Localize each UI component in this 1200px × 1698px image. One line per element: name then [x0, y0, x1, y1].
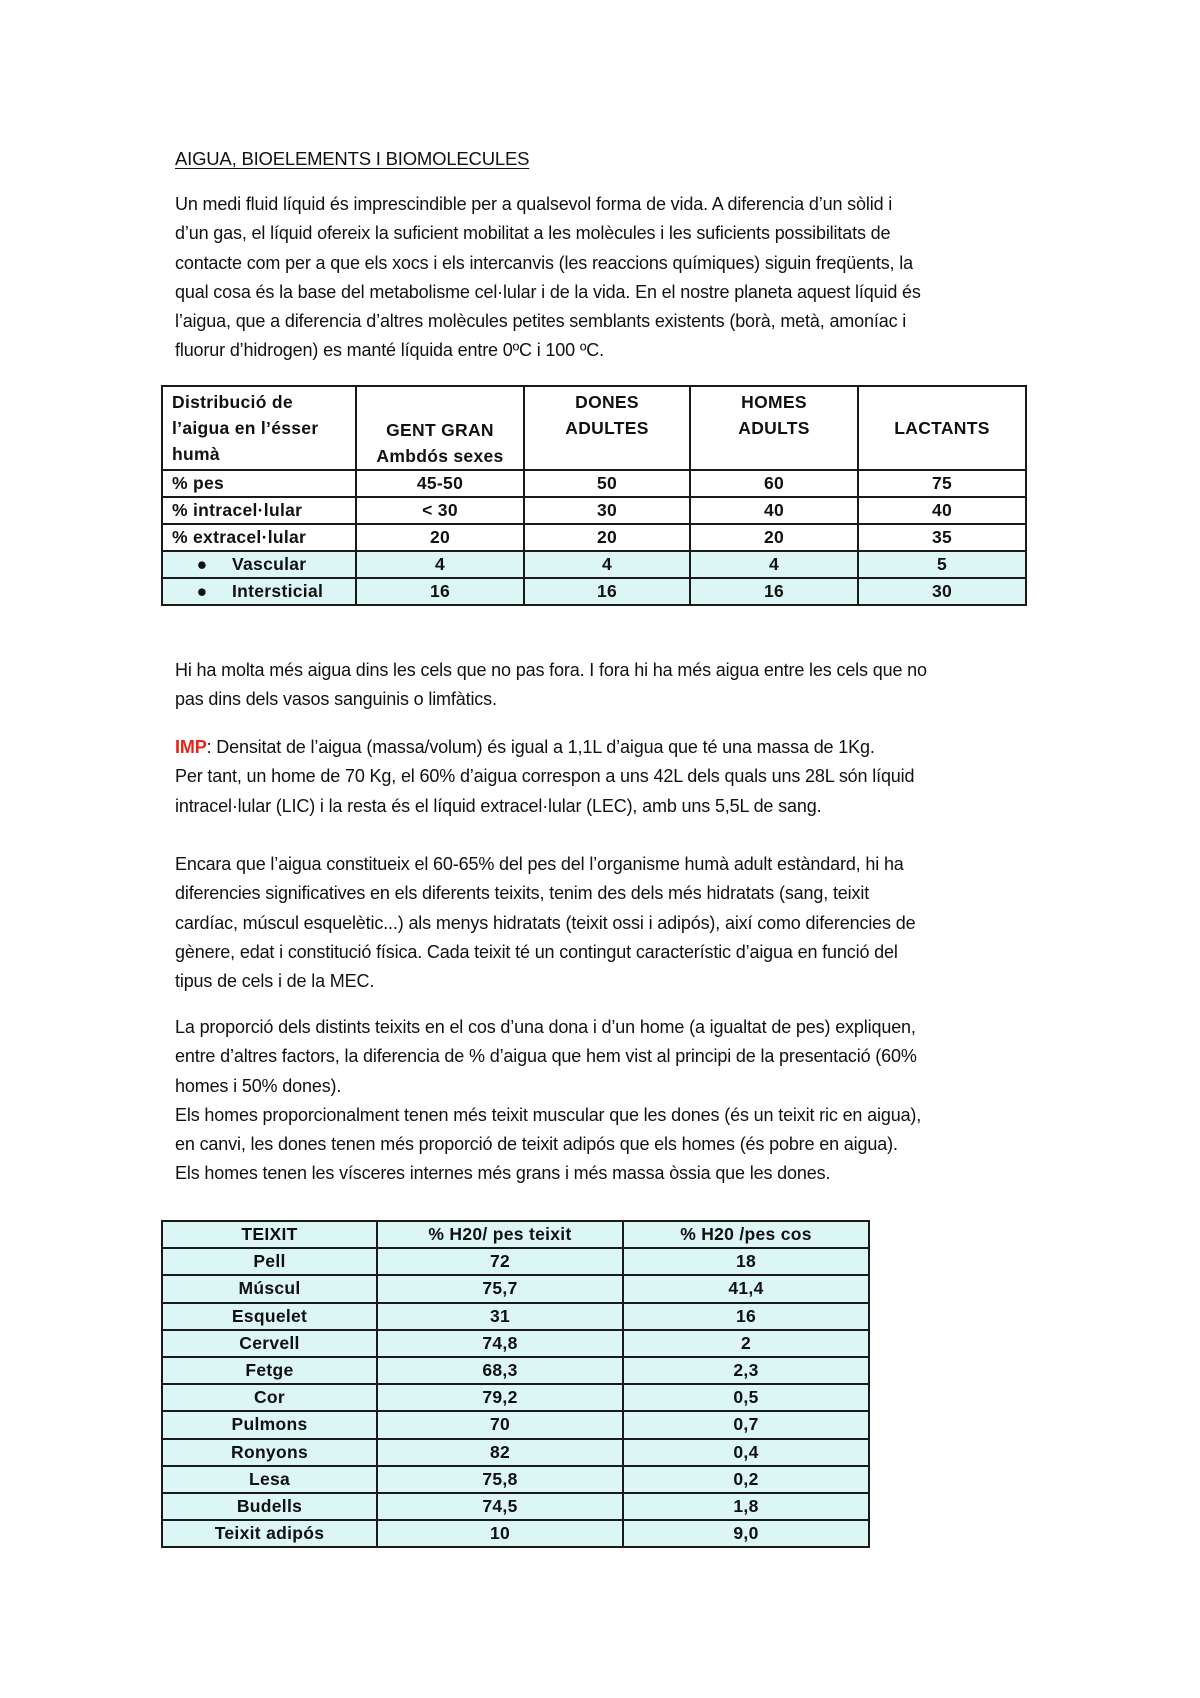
table-row	[162, 1303, 869, 1330]
table-cell: 1,8	[623, 1493, 869, 1520]
table-cell: 74,5	[377, 1493, 623, 1520]
table-cell: 10	[377, 1520, 623, 1547]
text-line: d’un gas, el líquid ofereix la suficient mobilitat a les molècules i les suficients possibilitats de	[175, 223, 891, 244]
table-cell: 40	[690, 497, 858, 524]
text-line: Per tant, un home de 70 Kg, el 60% d’aigua correspon a uns 42L dels quals uns 28L són líquid	[175, 766, 915, 787]
text-line: intracel·lular (LIC) i la resta és el líquid extracel·lular (LEC), amb uns 5,5L de sang.	[175, 795, 822, 816]
table-cell: 30	[858, 578, 1026, 605]
text-line: homes i 50% dones).	[175, 1075, 342, 1096]
table-cell: 41,4	[623, 1275, 869, 1302]
text-line: diferencies significatives en els diferents teixits, tenim des dels més hidratats (sang, teixit	[175, 883, 870, 904]
bullet-icon: ●	[196, 554, 208, 574]
table-cell: Pulmons	[162, 1411, 377, 1438]
row-label: % pes	[162, 470, 356, 497]
table-cell: 60	[690, 470, 858, 497]
table-cell: 74,8	[377, 1330, 623, 1357]
table-cell: 30	[524, 497, 690, 524]
table-cell: 68,3	[377, 1357, 623, 1384]
table-cell: Teixit adipós	[162, 1520, 377, 1547]
table-cell: 16	[623, 1303, 869, 1330]
text-line: Els homes proporcionalment tenen més teixit muscular que les dones (és un teixit ric en aigua),	[175, 1104, 922, 1125]
table-cell: 0,4	[623, 1439, 869, 1466]
paragraph-proportions	[175, 1013, 1055, 1189]
header-cell-gent-gran: GENT GRAN Ambdós sexes	[356, 386, 524, 470]
table-cell: 50	[524, 470, 690, 497]
table-cell: < 30	[356, 497, 524, 524]
table-row	[162, 470, 1026, 497]
text-line: fluorur d’hidrogen) es manté líquida entre 0ºC i 100 ºC.	[175, 340, 604, 361]
table-cell: 79,2	[377, 1384, 623, 1411]
table-cell: 4	[690, 551, 858, 578]
table-cell: 72	[377, 1248, 623, 1275]
table-row	[162, 524, 1026, 551]
table-cell: Ronyons	[162, 1439, 377, 1466]
table-cell: 0,2	[623, 1466, 869, 1493]
header-cell: % H20/ pes teixit	[377, 1221, 623, 1248]
table-cell: 0,7	[623, 1411, 869, 1438]
table-row	[162, 1275, 869, 1302]
table-cell: Cervell	[162, 1330, 377, 1357]
table-cell: 20	[356, 524, 524, 551]
table-cell: Fetge	[162, 1357, 377, 1384]
intro-paragraph	[175, 190, 1055, 366]
text-line: Els homes tenen les vísceres internes més grans i més massa òssia que les dones.	[175, 1163, 831, 1184]
text-line: entre d’altres factors, la diferencia de % d’aigua que hem vist al principi de la presentació (60%	[175, 1046, 917, 1067]
table-cell: 40	[858, 497, 1026, 524]
text-line: qual cosa és la base del metabolisme cel·lular i de la vida. En el nostre planeta aquest líquid és	[175, 281, 921, 302]
text-line: IMP: Densitat de l’aigua (massa/volum) és igual a 1,1L d’aigua que té una massa de 1Kg.	[175, 737, 875, 757]
text-line: pas dins dels vasos sanguinis o limfàtics.	[175, 689, 497, 710]
table-row	[162, 1357, 869, 1384]
table-cell: 16	[524, 578, 690, 605]
table-cell: 18	[623, 1248, 869, 1275]
table-cell: 82	[377, 1439, 623, 1466]
header-cell-label: Distribució de l’aigua en l’ésser humà	[162, 386, 356, 470]
header-cell-lactants: LACTANTS	[858, 386, 1026, 470]
text-line: cardíac, múscul esquelètic...) als menys hidratats (teixit ossi i adipós), així como diferencies de	[175, 912, 916, 933]
header-cell: TEIXIT	[162, 1221, 377, 1248]
tissue-water-table	[161, 1220, 870, 1548]
table-row	[162, 1411, 869, 1438]
text-line: en canvi, les dones tenen més proporció de teixit adipós que els homes (és pobre en aigua).	[175, 1134, 898, 1155]
table-cell: Múscul	[162, 1275, 377, 1302]
paragraph-cells	[175, 656, 1055, 715]
table-cell: 4	[356, 551, 524, 578]
table-header-row	[162, 386, 1026, 470]
table-row	[162, 1330, 869, 1357]
table-row	[162, 1439, 869, 1466]
table-row	[162, 578, 1026, 605]
water-distribution-table	[161, 385, 1027, 606]
header-cell-dones: DONES ADULTES	[524, 386, 690, 470]
table-cell: Budells	[162, 1493, 377, 1520]
table-row	[162, 1384, 869, 1411]
row-label: % extracel·lular	[162, 524, 356, 551]
table-cell: 2	[623, 1330, 869, 1357]
table-row	[162, 1248, 869, 1275]
table-cell: 31	[377, 1303, 623, 1330]
table-cell: 20	[524, 524, 690, 551]
table-cell: 4	[524, 551, 690, 578]
table-cell: 2,3	[623, 1357, 869, 1384]
table-row	[162, 1520, 869, 1547]
table-cell: Lesa	[162, 1466, 377, 1493]
table-cell: Pell	[162, 1248, 377, 1275]
table-cell: 0,5	[623, 1384, 869, 1411]
page-title: AIGUA, BIOELEMENTS I BIOMOLECULES	[175, 148, 530, 169]
row-label: ● Intersticial	[162, 578, 356, 605]
text-line: tipus de cels i de la MEC.	[175, 971, 375, 992]
row-label: % intracel·lular	[162, 497, 356, 524]
table-cell: 75	[858, 470, 1026, 497]
table-cell: 9,0	[623, 1520, 869, 1547]
text-line: contacte com per a que els xocs i els intercanvis (les reaccions químiques) siguin freqüents, la	[175, 252, 913, 273]
table-cell: 75,8	[377, 1466, 623, 1493]
row-label: ● Vascular	[162, 551, 356, 578]
text-line: Un medi fluid líquid és imprescindible per a qualsevol forma de vida. A diferencia d’un sòlid i	[175, 194, 893, 214]
table-cell: 45-50	[356, 470, 524, 497]
header-cell: % H20 /pes cos	[623, 1221, 869, 1248]
bullet-icon: ●	[196, 581, 208, 601]
table-cell: 75,7	[377, 1275, 623, 1302]
table-row	[162, 1466, 869, 1493]
paragraph-tissues	[175, 850, 1055, 996]
paragraph-imp	[175, 733, 1055, 821]
table-cell: 70	[377, 1411, 623, 1438]
table-cell: 20	[690, 524, 858, 551]
table-header-row	[162, 1221, 869, 1248]
table-cell: 16	[690, 578, 858, 605]
table-row	[162, 1493, 869, 1520]
table-row	[162, 551, 1026, 578]
table-cell: 35	[858, 524, 1026, 551]
text-line: Encara que l’aigua constitueix el 60-65% del pes del l’organisme humà adult estàndard, hi ha	[175, 854, 904, 874]
text-line: gènere, edat i constitució física. Cada teixit té un contingut característic d’aigua en funció del	[175, 941, 898, 962]
text-line: La proporció dels distints teixits en el cos d’una dona i d’un home (a igualtat de pes) expliquen,	[175, 1017, 916, 1037]
table-cell: Esquelet	[162, 1303, 377, 1330]
header-cell-homes: HOMES ADULTS	[690, 386, 858, 470]
table-cell: 5	[858, 551, 1026, 578]
table-cell: 16	[356, 578, 524, 605]
text-line: l’aigua, que a diferencia d’altres molècules petites semblants existents (borà, metà, amoníac i	[175, 311, 907, 332]
text-line: Hi ha molta més aigua dins les cels que no pas fora. I fora hi ha més aigua entre les cels que no	[175, 660, 927, 680]
table-cell: Cor	[162, 1384, 377, 1411]
table-row	[162, 497, 1026, 524]
imp-label: IMP	[175, 737, 207, 757]
